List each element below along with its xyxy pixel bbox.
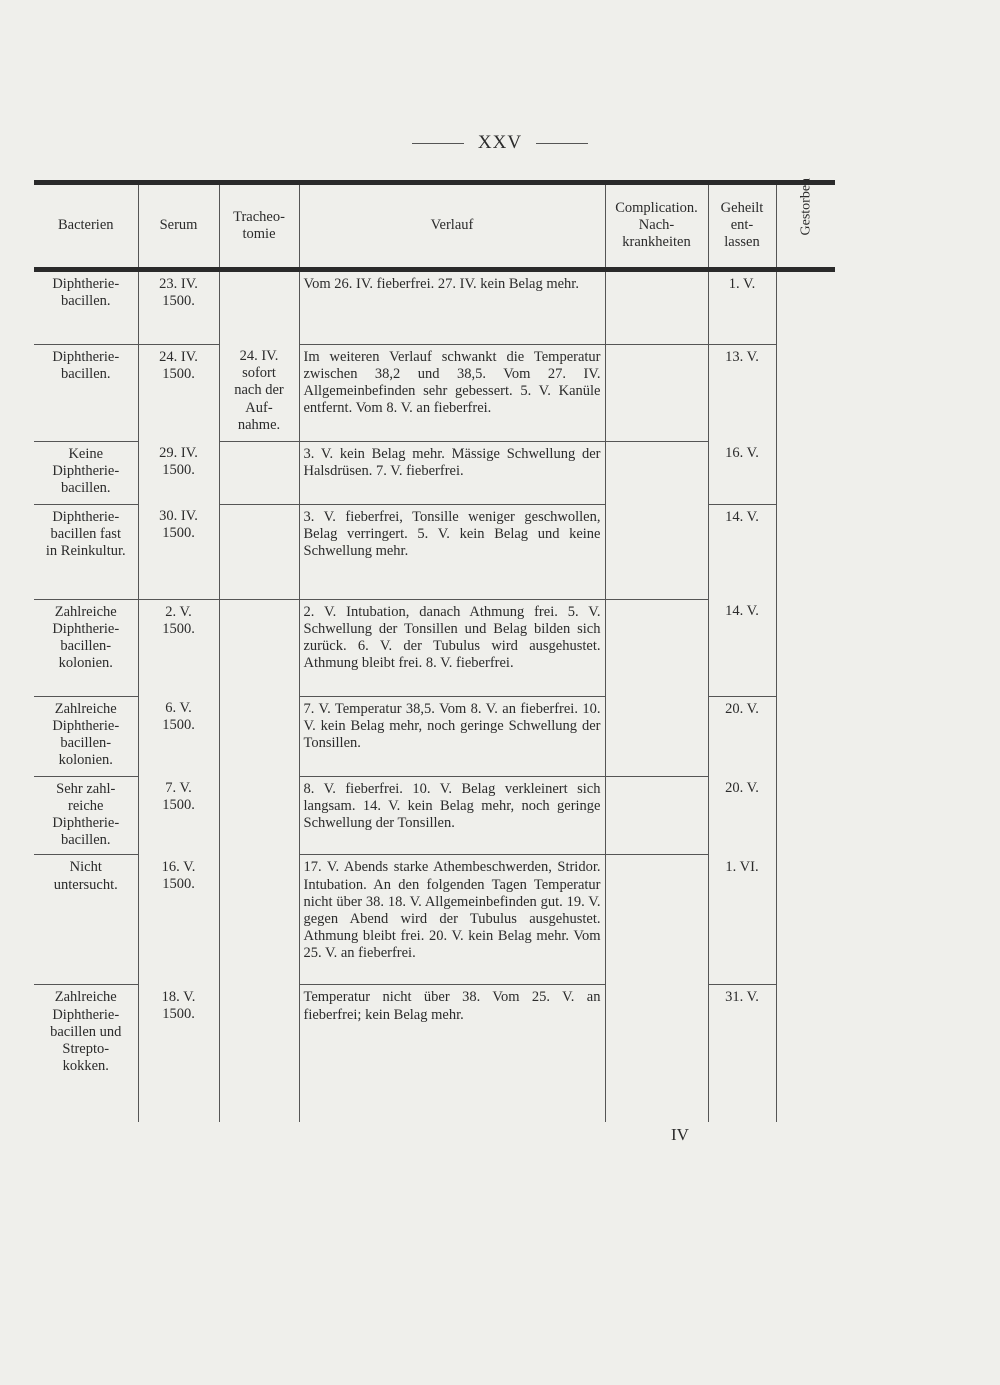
cell-tracheotomie bbox=[219, 269, 299, 344]
cell-geheilt: 1. V. bbox=[708, 269, 776, 344]
cell-geheilt: 14. V. bbox=[708, 599, 776, 696]
cell-bacterien: Keine Diphtherie- bacillen. bbox=[34, 441, 138, 504]
header-verlauf: Verlauf bbox=[299, 185, 605, 269]
cell-bacterien: Sehr zahl- reiche Diphtherie- bacillen. bbox=[34, 776, 138, 855]
cell-bacterien: Diphtherie- bacillen. bbox=[34, 269, 138, 344]
cell-verlauf: 7. V. Temperatur 38,5. Vom 8. V. an fieberfrei. 10. V. kein Belag mehr, noch geringe Schwellung der Tonsillen. bbox=[299, 696, 605, 776]
table-row bbox=[34, 504, 835, 599]
header-rule-right bbox=[536, 143, 588, 144]
cell-gestorben bbox=[776, 599, 835, 696]
cell-geheilt: 16. V. bbox=[708, 441, 776, 504]
cell-verlauf: Vom 26. IV. fieberfrei. 27. IV. kein Belag mehr. bbox=[299, 269, 605, 344]
cell-serum: 18. V. 1500. bbox=[138, 985, 219, 1122]
cell-serum: 30. IV. 1500. bbox=[138, 504, 219, 599]
table-row bbox=[34, 776, 835, 855]
cell-tracheotomie bbox=[219, 504, 299, 599]
cell-serum: 2. V. 1500. bbox=[138, 599, 219, 696]
cell-geheilt: 14. V. bbox=[708, 504, 776, 599]
case-table bbox=[34, 178, 835, 1122]
header-geheilt: Geheilt ent- lassen bbox=[708, 185, 776, 269]
table-body bbox=[34, 269, 835, 1122]
cell-tracheotomie bbox=[219, 441, 299, 504]
cell-complication bbox=[605, 269, 708, 344]
cell-bacterien: Zahlreiche Diphtherie- bacillen und Strepto- kokken. bbox=[50, 989, 122, 1075]
signature-mark: IV bbox=[671, 1125, 689, 1144]
cell-geheilt: 20. V. bbox=[708, 776, 776, 855]
cell-geheilt: 13. V. bbox=[708, 344, 776, 441]
cell-gestorben bbox=[776, 696, 835, 776]
cell-serum: 16. V. 1500. bbox=[138, 855, 219, 985]
cell-tracheotomie bbox=[219, 696, 299, 776]
table-row bbox=[34, 696, 835, 776]
cell-complication bbox=[605, 441, 708, 504]
cell-serum: 6. V. 1500. bbox=[138, 696, 219, 776]
cell-verlauf: 3. V. fieberfrei, Tonsille weniger geschwollen, Belag verringert. 5. V. kein Belag und keine Schwellung mehr. bbox=[299, 504, 605, 599]
cell-bacterien: Nicht untersucht. bbox=[34, 855, 138, 985]
cell-gestorben bbox=[776, 269, 835, 344]
cell-gestorben bbox=[776, 504, 835, 599]
table-row bbox=[34, 599, 835, 696]
cell-tracheotomie bbox=[219, 776, 299, 855]
cell-complication bbox=[605, 776, 708, 855]
table-row bbox=[34, 441, 835, 504]
cell-bacterien: Diphtherie- bacillen fast in Reinkultur. bbox=[34, 504, 138, 599]
page-number: XXV bbox=[477, 132, 523, 153]
table-row bbox=[34, 855, 835, 985]
cell-serum: 23. IV. 1500. bbox=[138, 269, 219, 344]
cell-verlauf: 17. V. Abends starke Athembeschwerden, Stridor. Intubation. An den folgenden Tagen Temperatur nicht über 38. 18. V. Allgemeinbefinden gut. 19. V. gegen Abend wird der Tubulus ausgehustet. Athmung bleibt frei. 20. V. kein Belag mehr. Vom 25. V. an fieberfrei. bbox=[299, 855, 605, 985]
table-row bbox=[34, 269, 835, 344]
cell-serum: 7. V. 1500. bbox=[138, 776, 219, 855]
page-header bbox=[0, 128, 1000, 158]
cell-complication bbox=[605, 696, 708, 776]
cell-tracheotomie: 24. IV. sofort nach der Auf- nahme. bbox=[219, 344, 299, 441]
cell-bacterien: Zahlreiche Diphtherie- bacillen- kolonien. bbox=[34, 696, 138, 776]
cell-gestorben bbox=[776, 441, 835, 504]
cell-serum: 29. IV. 1500. bbox=[138, 441, 219, 504]
cell-geheilt: 31. V. bbox=[708, 985, 776, 1122]
cell-verlauf: 2. V. Intubation, danach Athmung frei. 5. V. Schwellung der Tonsillen und Belag bilden sich zurück. 6. V. der Tubulus wird ausgehustet. Athmung bleibt frei. 8. V. fieberfrei. bbox=[299, 599, 605, 696]
cell-serum: 24. IV. 1500. bbox=[138, 344, 219, 441]
cell-geheilt: 20. V. bbox=[708, 696, 776, 776]
cell-gestorben bbox=[776, 776, 835, 855]
cell-bacterien: Diphtherie- bacillen. bbox=[34, 344, 138, 441]
cell-verlauf: Im weiteren Verlauf schwankt die Temperatur zwischen 38,2 und 38,5. Vom 27. IV. Allgemeinbefinden sehr gebessert. 5. V. Kanüle entfernt. Vom 8. V. an fieberfrei. bbox=[299, 344, 605, 441]
header-rule-left bbox=[412, 143, 464, 144]
cell-complication bbox=[605, 344, 708, 441]
cell-tracheotomie bbox=[219, 985, 299, 1122]
table-header bbox=[34, 178, 835, 269]
cell-complication bbox=[605, 504, 708, 599]
header-complication: Complication. Nach- krankheiten bbox=[605, 185, 708, 269]
cell-gestorben bbox=[776, 855, 835, 985]
header-tracheotomie: Tracheo- tomie bbox=[219, 185, 299, 269]
cell-complication bbox=[605, 985, 708, 1122]
table-row bbox=[34, 344, 835, 441]
cell-tracheotomie bbox=[219, 599, 299, 696]
cell-complication bbox=[605, 855, 708, 985]
cell-verlauf: Temperatur nicht über 38. Vom 25. V. an fieberfrei; kein Belag mehr. bbox=[299, 985, 605, 1122]
cell-verlauf: 8. V. fieberfrei. 10. V. Belag verkleinert sich langsam. 14. V. kein Belag mehr, noch geringe Schwellung der Tonsillen. bbox=[299, 776, 605, 855]
cell-bacterien: Zahlreiche Diphtherie- bacillen- kolonien. bbox=[34, 599, 138, 696]
cell-verlauf: 3. V. kein Belag mehr. Mässige Schwellung der Halsdrüsen. 7. V. fieberfrei. bbox=[299, 441, 605, 504]
header-bacterien: Bacterien bbox=[34, 185, 138, 269]
cell-tracheotomie bbox=[219, 855, 299, 985]
cell-gestorben bbox=[776, 344, 835, 441]
header-serum: Serum bbox=[138, 185, 219, 269]
cell-geheilt: 1. VI. bbox=[708, 855, 776, 985]
table-row bbox=[34, 985, 835, 1122]
case-table-wrapper bbox=[34, 180, 835, 1122]
header-gestorben: Gestorben bbox=[776, 185, 835, 269]
cell-gestorben bbox=[776, 985, 835, 1122]
cell-complication bbox=[605, 599, 708, 696]
